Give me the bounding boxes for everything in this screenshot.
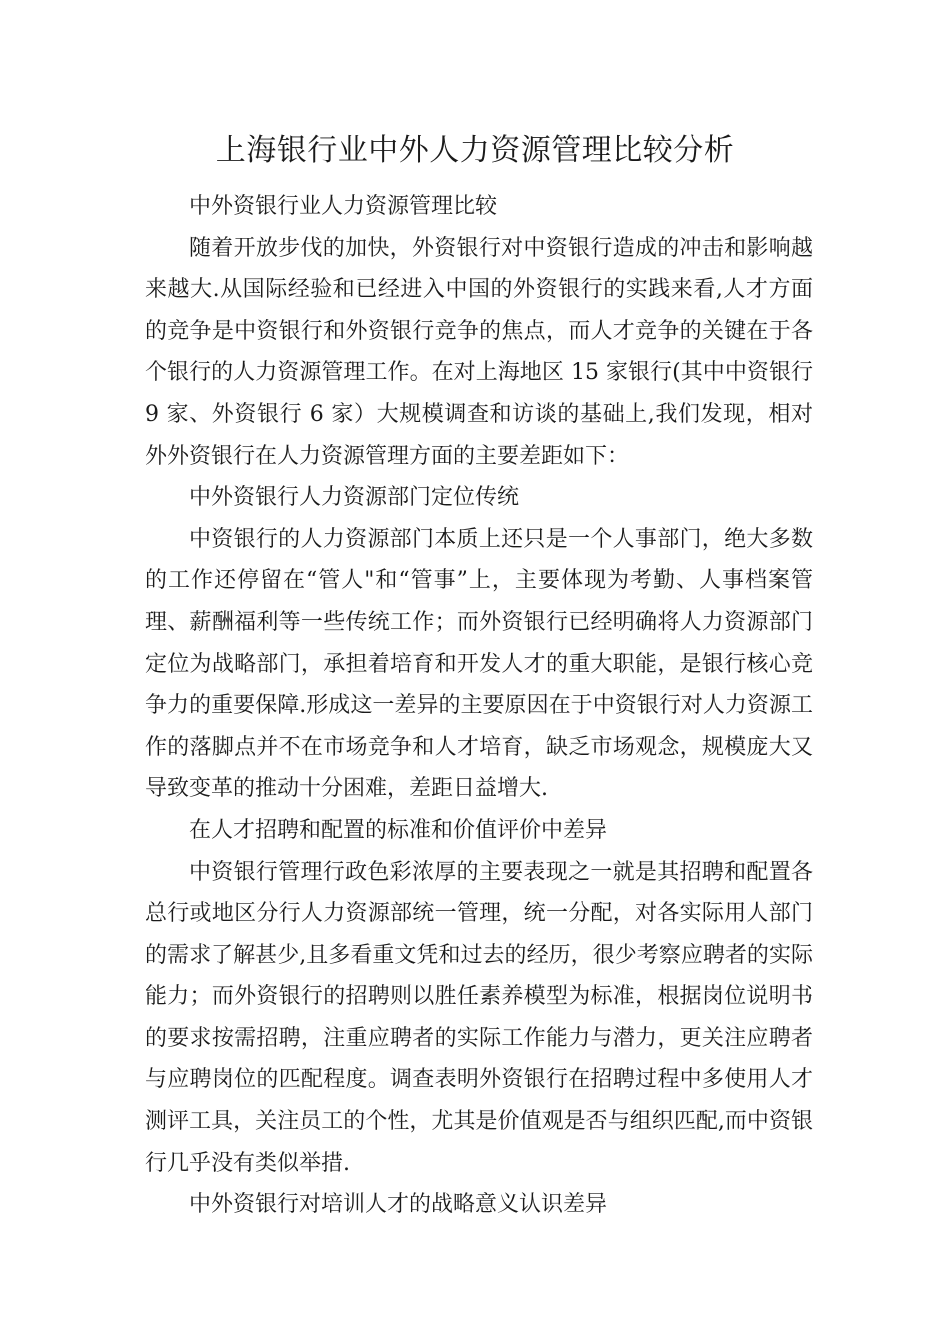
paragraph-intro: 随着开放步伐的加快，外资银行对中资银行造成的冲击和影响越来越大.从国际经验和已经进入中国的外资银行的实践来看,人才方面的竞争是中资银行和外资银行竞争的焦点，而人才竞争的关键在于各个银行的人力资源管理工作。在对上海地区 15 家银行(其中中资银行 9 家、外资银行 6 家）大规模调查和访谈的基础上,我们发现，相对外外资银行在人力资源管理方面的主要差距如下： xyxy=(145,235,813,469)
paragraph-recruitment: 中资银行管理行政色彩浓厚的主要表现之一就是其招聘和配置各总行或地区分行人力资源部统一管理，统一分配，对各实际用人部门的需求了解甚少,且多看重文凭和过去的经历，很少考察应聘者的实际能力；而外资银行的招聘则以胜任素养模型为标准，根据岗位说明书的要求按需招聘，注重应聘者的实际工作能力与潜力，更关注应聘者与应聘岗位的匹配程度。调查表明外资银行在招聘过程中多使用人才测评工具，关注员工的个性，尤其是价值观是否与组织匹配,而中资银行几乎没有类似举措. xyxy=(145,859,813,1176)
section-heading-training: 中外资银行对培训人才的战略意义认识差异 xyxy=(189,1192,608,1218)
section-heading-recruitment: 在人才招聘和配置的标准和价值评价中差异 xyxy=(189,817,608,843)
section-heading-comparison: 中外资银行业人力资源管理比较 xyxy=(189,194,498,219)
document-title: 上海银行业中外人力资源管理比较分析 xyxy=(215,133,735,168)
section-heading-hr-positioning: 中外资银行人力资源部门定位传统 xyxy=(189,485,520,511)
document-body xyxy=(145,186,813,1226)
paragraph-hr-positioning: 中资银行的人力资源部门本质上还只是一个人事部门，绝大多数的工作还停留在“管人"和“管事”上，主要体现为考勤、人事档案管理、薪酬福利等一些传统工作；而外资银行已经明确将人力资源部门定位为战略部门，承担着培育和开发人才的重大职能，是银行核心竞争力的重要保障.形成这一差异的主要原因在于中资银行对人力资源工作的落脚点并不在市场竞争和人才培育，缺乏市场观念，规模庞大又导致变革的推动十分困难，差距日益增大. xyxy=(145,526,813,802)
